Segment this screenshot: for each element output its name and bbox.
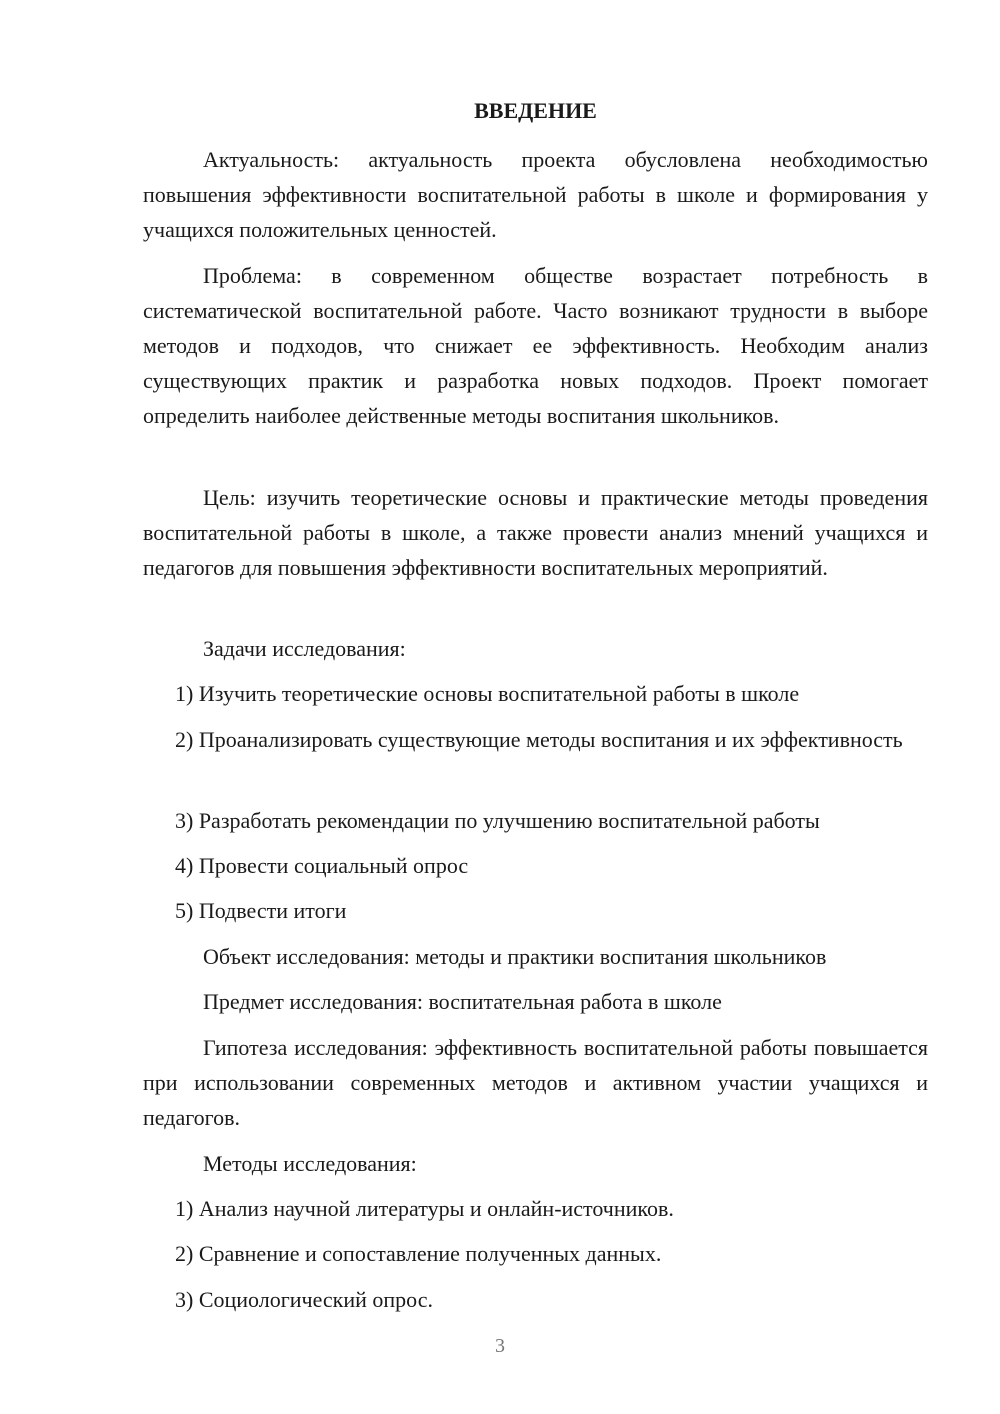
research-subject: Предмет исследования: воспитательная работа в школе	[203, 989, 722, 1014]
section-title: ВВЕДЕНИЕ	[474, 98, 597, 123]
paragraph-goal: Цель: изучить теоретические основы и практические методы проведения воспитательной работы в школе, а также провести анализ мнений учащихся и педагогов для повышения эффективности воспитательных мероприятий.	[143, 485, 928, 580]
method-item: 2) Сравнение и сопоставление полученных данных.	[175, 1241, 662, 1266]
task-item: 4) Провести социальный опрос	[175, 853, 469, 878]
paragraph-problem: Проблема: в современном обществе возрастает потребность в систематической воспитательной работе. Часто возникают трудности в выборе методов и подходов, что снижает ее эффективность. Необходим анализ существующих практик и разработка новых подходов. Проект помогает определить наиболее действенные методы воспитания школьников.	[143, 263, 928, 428]
method-item: 1) Анализ научной литературы и онлайн-источников.	[175, 1196, 674, 1221]
research-object: Объект исследования: методы и практики воспитания школьников	[203, 944, 827, 969]
task-item: 3) Разработать рекомендации по улучшению воспитательной работы	[175, 808, 820, 833]
method-item: 3) Социологический опрос.	[175, 1287, 433, 1312]
task-item: 1) Изучить теоретические основы воспитательной работы в школе	[175, 681, 800, 706]
task-item: 2) Проанализировать существующие методы воспитания и их эффективность	[175, 727, 903, 752]
research-hypothesis: Гипотеза исследования: эффективность воспитательной работы повышается при использовании современных методов и активном участии учащихся и педагогов.	[143, 1035, 928, 1130]
methods-heading: Методы исследования:	[203, 1151, 417, 1176]
page-number: 3	[495, 1335, 505, 1357]
paragraph-relevance: Актуальность: актуальность проекта обусловлена необходимостью повышения эффективности воспитательной работы в школе и формирования у учащихся положительных ценностей.	[143, 147, 928, 242]
tasks-heading: Задачи исследования:	[203, 636, 406, 661]
task-item: 5) Подвести итоги	[175, 898, 347, 923]
